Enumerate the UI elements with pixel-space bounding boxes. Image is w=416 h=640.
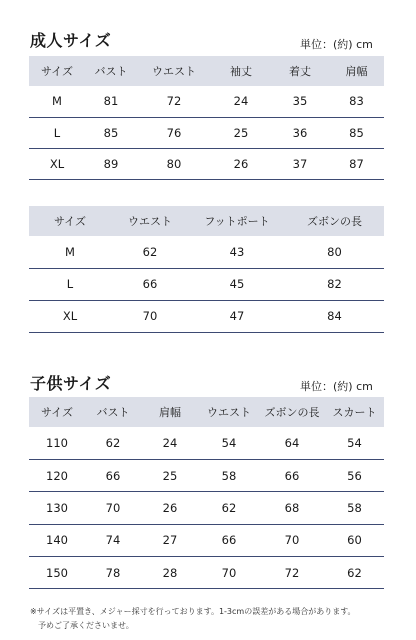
table-cell: 130: [29, 492, 85, 524]
table-cell: 45: [189, 268, 285, 300]
table-row: [29, 300, 384, 332]
table-cell: L: [29, 268, 111, 300]
table-row: [29, 117, 384, 148]
measurement-note: ※サイズは平置き、メジャー採寸を行っております。1-3cmの誤差がある場合があります。: [30, 607, 356, 616]
table-cell: 37: [271, 148, 329, 179]
table-cell: 84: [285, 300, 384, 332]
table-cell: 28: [141, 557, 199, 589]
col-header: 袖丈: [211, 56, 271, 86]
col-header: スカート: [325, 397, 384, 427]
col-header: ウエスト: [111, 206, 189, 236]
table-cell: 70: [111, 300, 189, 332]
adult-size-table-bottoms: [29, 206, 384, 333]
table-cell: 47: [189, 300, 285, 332]
table-header-row: [29, 206, 384, 236]
table-cell: L: [29, 117, 85, 148]
table-cell: 76: [137, 117, 211, 148]
table-cell: 70: [199, 557, 259, 589]
table-cell: 58: [325, 492, 384, 524]
table-cell: 78: [85, 557, 141, 589]
adult-unit-label: 単位：(約) cm: [300, 38, 373, 51]
table-cell: 62: [325, 557, 384, 589]
table-cell: 85: [329, 117, 384, 148]
table-cell: 87: [329, 148, 384, 179]
table-row: [29, 427, 384, 459]
table-cell: 62: [199, 492, 259, 524]
col-header: フットポート: [189, 206, 285, 236]
table-row: [29, 268, 384, 300]
kids-section-title: 子供サイズ: [30, 374, 112, 393]
table-cell: 85: [85, 117, 137, 148]
col-header: バスト: [85, 56, 137, 86]
kids-size-table: [29, 397, 384, 589]
col-header: サイズ: [29, 397, 85, 427]
table-cell: 70: [85, 492, 141, 524]
adult-section-title: 成人サイズ: [30, 31, 112, 50]
table-cell: 26: [141, 492, 199, 524]
table-cell: 72: [137, 86, 211, 117]
table-row: [29, 557, 384, 589]
table-cell: 27: [141, 524, 199, 556]
table-cell: 66: [111, 268, 189, 300]
col-header: ズボンの長: [259, 397, 325, 427]
kids-unit-label: 単位：(約) cm: [300, 380, 373, 393]
table-row: [29, 236, 384, 268]
measurement-note-continued: 予めご了承くださいませ。: [38, 621, 134, 630]
table-cell: XL: [29, 148, 85, 179]
table-cell: M: [29, 86, 85, 117]
table-cell: 110: [29, 427, 85, 459]
table-cell: 43: [189, 236, 285, 268]
table-row: [29, 148, 384, 179]
table-row: [29, 86, 384, 117]
table-cell: 35: [271, 86, 329, 117]
table-cell: M: [29, 236, 111, 268]
table-cell: 66: [199, 524, 259, 556]
table-cell: 54: [325, 427, 384, 459]
table-cell: 25: [141, 459, 199, 491]
table-cell: 56: [325, 459, 384, 491]
table-cell: 66: [259, 459, 325, 491]
table-cell: 62: [111, 236, 189, 268]
adult-size-table-tops: [29, 56, 384, 180]
table-cell: 83: [329, 86, 384, 117]
col-header: サイズ: [29, 206, 111, 236]
col-header: 着丈: [271, 56, 329, 86]
table-cell: 150: [29, 557, 85, 589]
col-header: バスト: [85, 397, 141, 427]
col-header: ウエスト: [199, 397, 259, 427]
table-cell: 26: [211, 148, 271, 179]
col-header: ズボンの長: [285, 206, 384, 236]
table-cell: 120: [29, 459, 85, 491]
table-row: [29, 492, 384, 524]
table-row: [29, 524, 384, 556]
table-cell: XL: [29, 300, 111, 332]
table-cell: 140: [29, 524, 85, 556]
table-cell: 36: [271, 117, 329, 148]
table-header-row: [29, 397, 384, 427]
col-header: ウエスト: [137, 56, 211, 86]
col-header: サイズ: [29, 56, 85, 86]
col-header: 肩幅: [141, 397, 199, 427]
col-header: 肩幅: [329, 56, 384, 86]
table-cell: 66: [85, 459, 141, 491]
table-cell: 60: [325, 524, 384, 556]
table-row: [29, 459, 384, 491]
table-cell: 74: [85, 524, 141, 556]
table-cell: 80: [137, 148, 211, 179]
table-cell: 80: [285, 236, 384, 268]
table-cell: 62: [85, 427, 141, 459]
table-cell: 68: [259, 492, 325, 524]
table-cell: 58: [199, 459, 259, 491]
table-cell: 54: [199, 427, 259, 459]
table-cell: 70: [259, 524, 325, 556]
table-header-row: [29, 56, 384, 86]
table-cell: 89: [85, 148, 137, 179]
table-cell: 72: [259, 557, 325, 589]
table-cell: 64: [259, 427, 325, 459]
table-cell: 24: [211, 86, 271, 117]
table-cell: 24: [141, 427, 199, 459]
table-cell: 25: [211, 117, 271, 148]
table-cell: 82: [285, 268, 384, 300]
table-cell: 81: [85, 86, 137, 117]
